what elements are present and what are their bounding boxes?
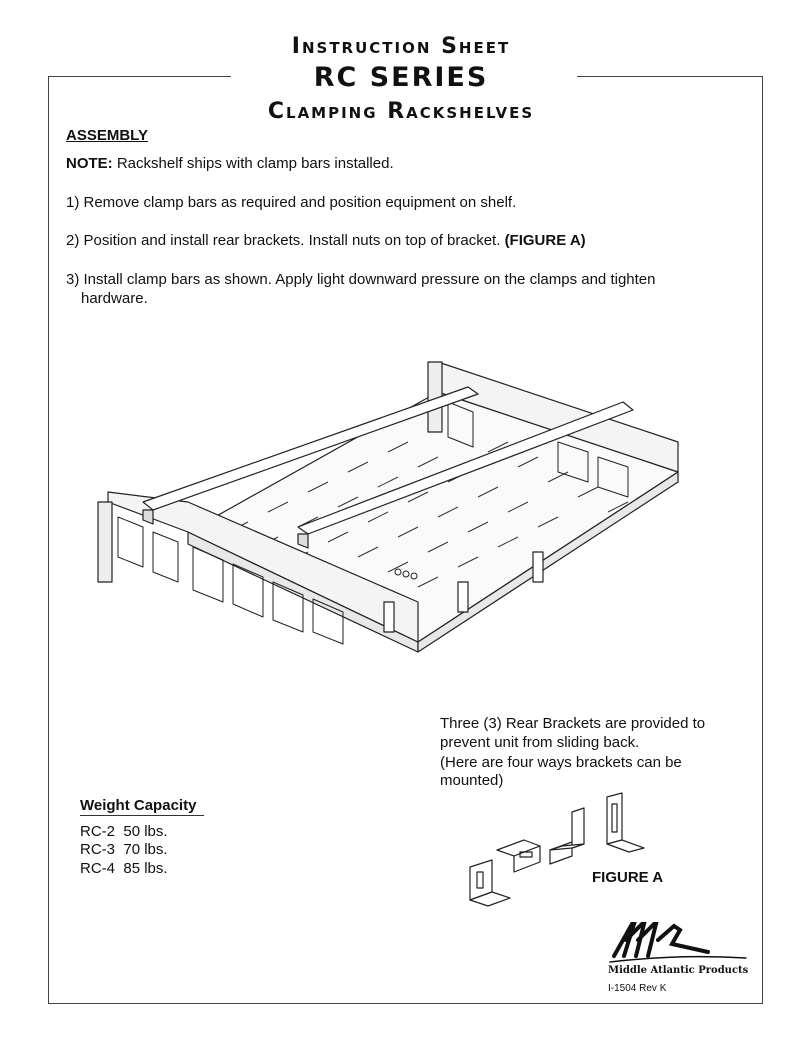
weight-row <box>80 859 168 878</box>
weight-value: 85 lbs. <box>123 860 168 877</box>
figure-a-label: FIGURE A <box>592 869 664 886</box>
weight-model: RC-4 <box>80 860 116 877</box>
frame-right <box>762 76 763 1004</box>
step-1: 1) Remove clamp bars as required and position equipment on shelf. <box>66 194 517 211</box>
step-2-text: 2) Position and install rear brackets. Install nuts on top of bracket. <box>66 232 505 249</box>
frame-bottom <box>48 1003 763 1004</box>
frame-top-left <box>48 76 231 77</box>
weight-row <box>80 840 168 859</box>
series-title: RC SERIES <box>313 62 489 93</box>
step-2 <box>66 231 586 250</box>
brackets-note-line-1: Three (3) Rear Brackets are provided to <box>440 715 706 732</box>
step-3-line-2: hardware. <box>81 290 148 307</box>
frame-left <box>48 76 49 1004</box>
assembly-heading: ASSEMBLY <box>66 127 148 144</box>
figure-a-brackets-illustration <box>462 792 662 907</box>
weight-model: RC-3 <box>80 841 116 858</box>
company-logo-icon <box>608 916 748 964</box>
doc-type-title: Instruction Sheet <box>291 34 511 59</box>
assembly-note <box>66 154 394 173</box>
rackshelf-illustration <box>88 352 688 712</box>
step-2-figure-ref: (FIGURE A) <box>504 232 586 249</box>
frame-top-right <box>577 76 763 77</box>
weight-value: 70 lbs. <box>123 841 168 858</box>
brackets-note-line-3: (Here are four ways brackets can be <box>440 754 682 771</box>
document-number: I-1504 Rev K <box>608 983 667 994</box>
step-3-line-1: 3) Install clamp bars as shown. Apply light downward pressure on the clamps and tighten <box>66 271 656 288</box>
weight-capacity-heading: Weight Capacity <box>80 797 197 814</box>
weight-model: RC-2 <box>80 823 116 840</box>
company-name: Middle Atlantic Products <box>608 965 749 976</box>
weight-row <box>80 822 168 841</box>
weight-value: 50 lbs. <box>123 823 168 840</box>
note-label: NOTE: <box>66 155 113 172</box>
note-text: Rackshelf ships with clamp bars installed. <box>112 155 394 172</box>
brackets-note-line-2: prevent unit from sliding back. <box>440 734 640 751</box>
product-title: Clamping Rackshelves <box>267 99 535 124</box>
weight-capacity-underline <box>80 815 204 816</box>
brackets-note-line-4: mounted) <box>440 772 504 789</box>
